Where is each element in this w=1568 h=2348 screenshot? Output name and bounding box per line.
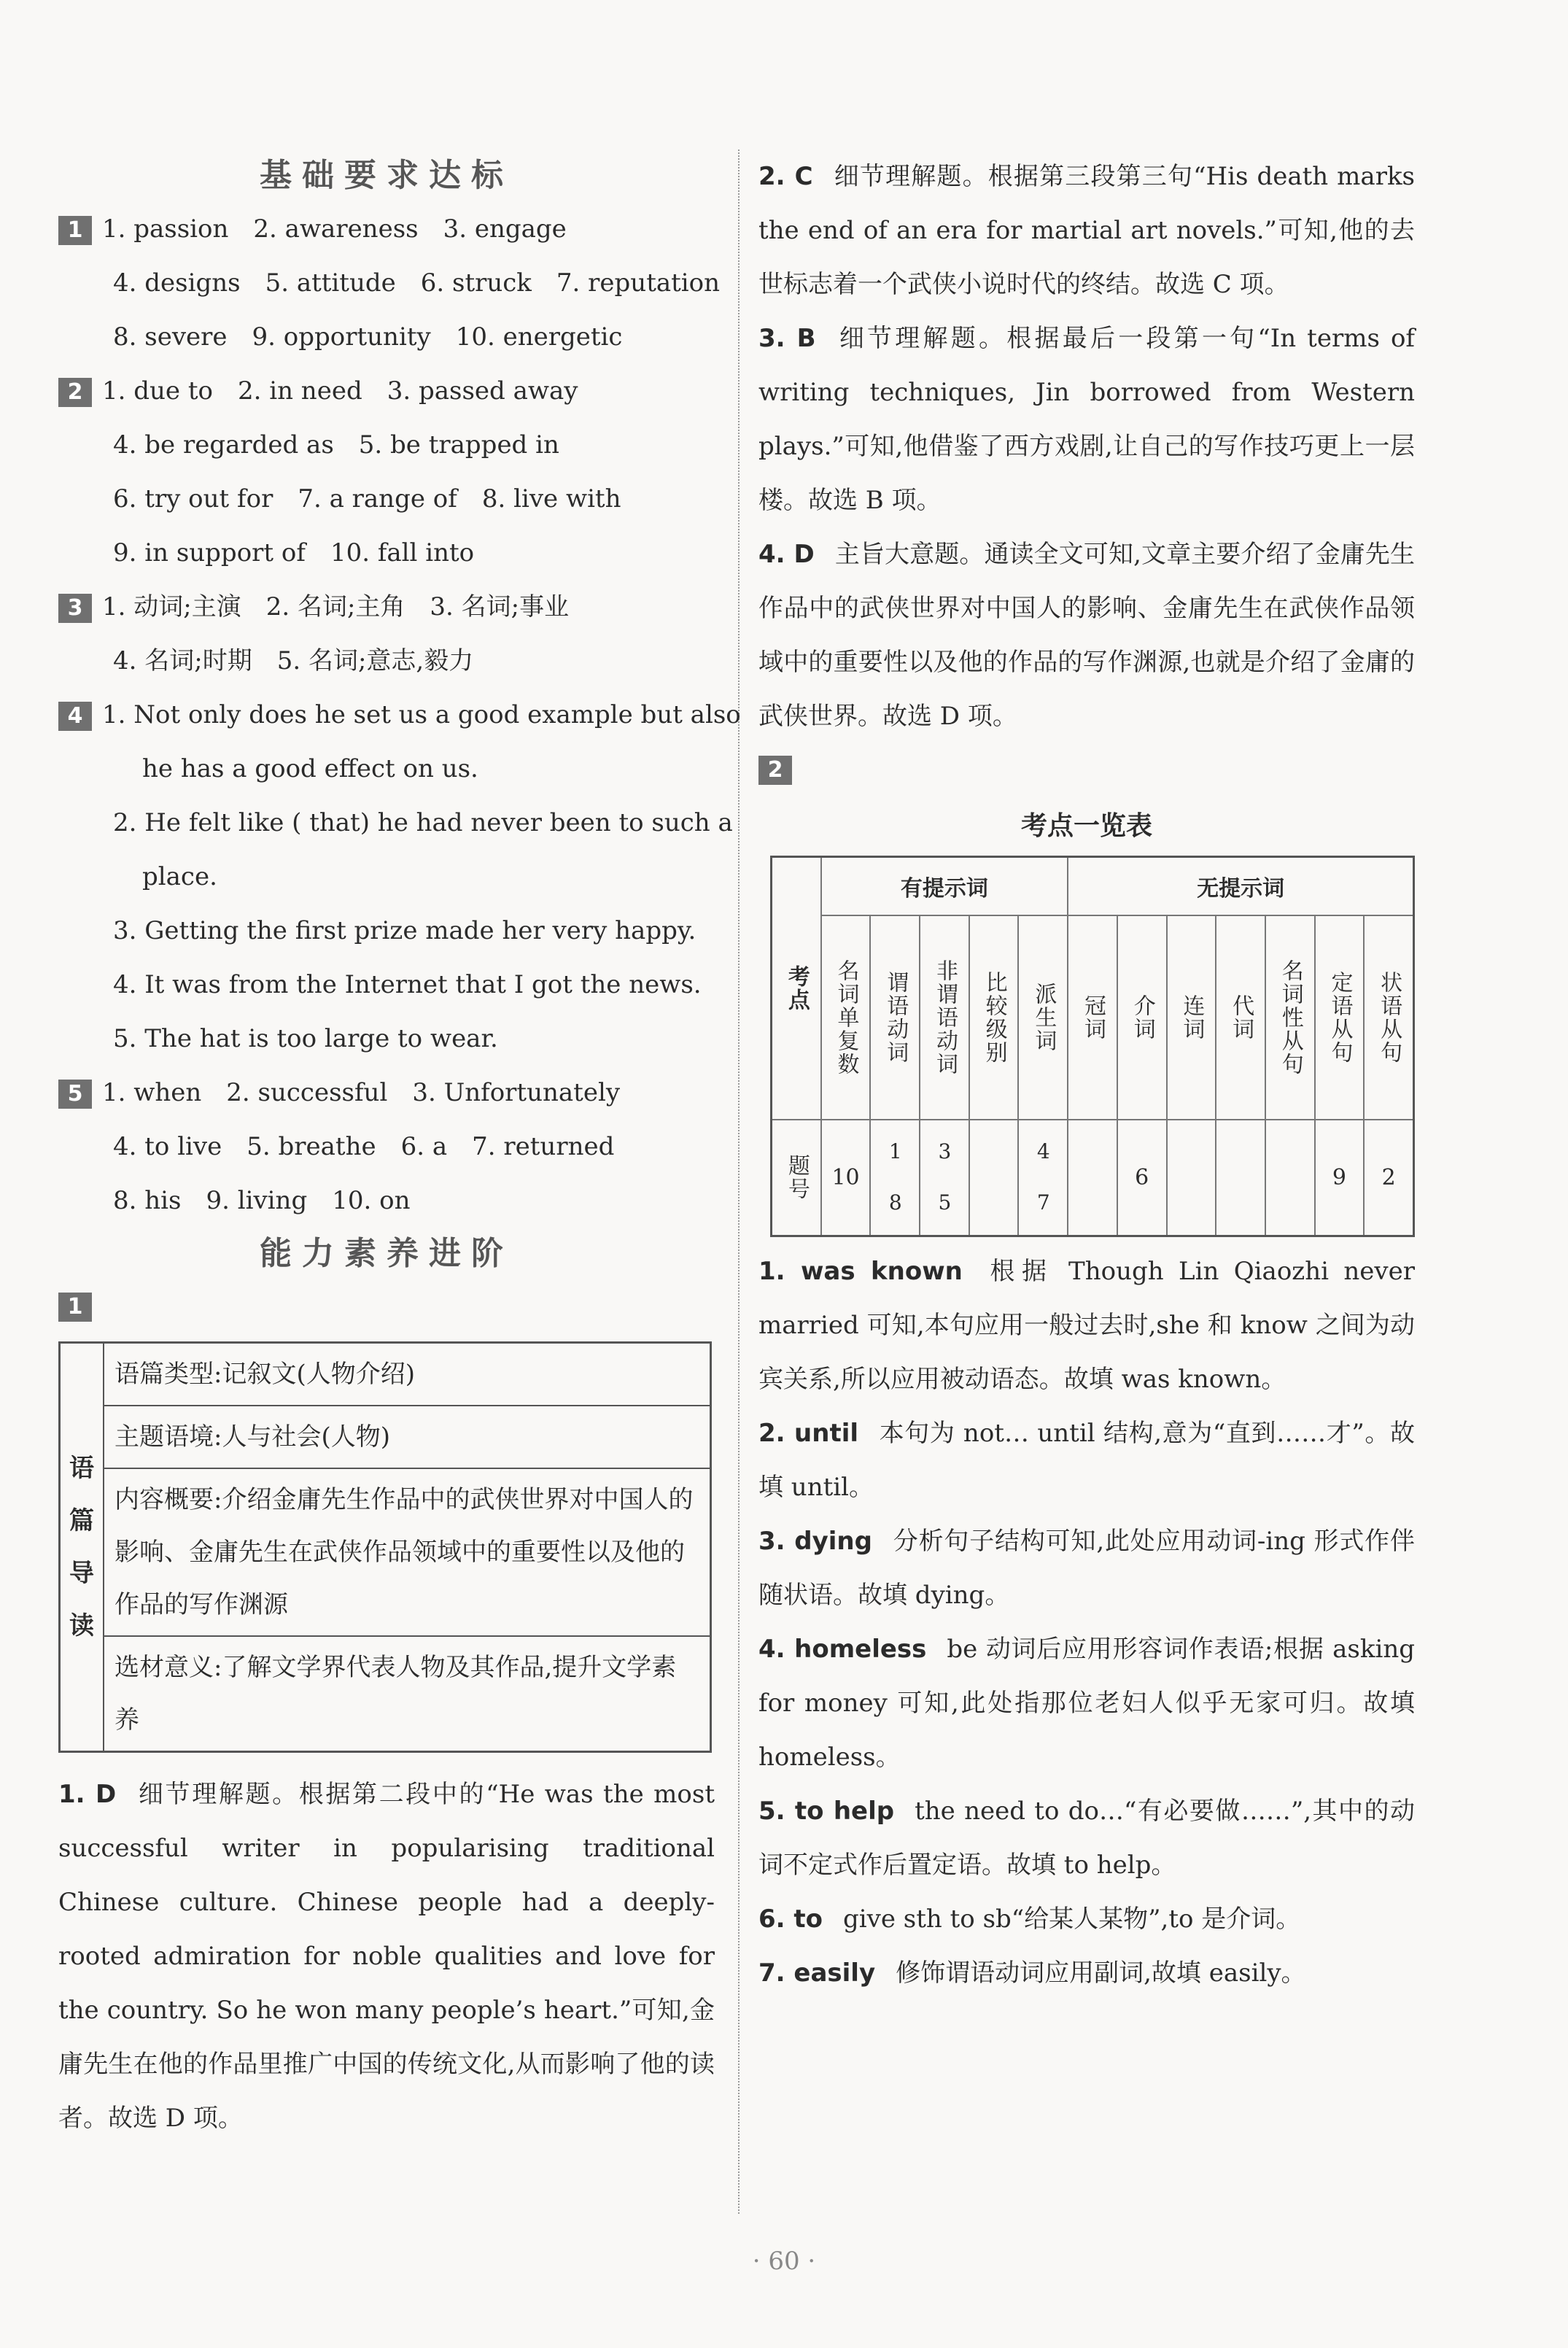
- answer-item: 2. successful: [226, 1078, 388, 1107]
- answer-explanation-3: [758, 311, 1415, 527]
- col-header-text: 派生词: [1031, 982, 1057, 1053]
- column-divider: [738, 150, 740, 2214]
- answer-item: 7. returned: [472, 1132, 615, 1161]
- guide-row-type: 语篇类型:记叙文(人物介绍): [104, 1344, 710, 1406]
- explanation-text: 细节理解题。根据最后一段第一句“In terms of writing techniques, Jin borrowed from Western plays.”可知,他借鉴了西方戏剧,让自己的写作技巧更上一层楼。故选 B 项。: [758, 324, 1416, 515]
- col-header: [1216, 915, 1265, 1120]
- answer-number: 2. C: [758, 162, 813, 191]
- answer-item: 2. in need: [237, 376, 362, 406]
- answer-item: 10. on: [332, 1186, 411, 1215]
- section-title-advanced: 能力素养进阶: [260, 1235, 513, 1272]
- answer-item: 7. reputation: [556, 268, 721, 298]
- answer-item: 8. live with: [481, 484, 621, 514]
- explanation-text: be 动词后应用形容词作表语;根据 asking for money 可知,此处指那位老妇人似乎无家可归。故填 homeless。: [758, 1635, 1415, 1772]
- answer-number: 4. D: [758, 540, 815, 569]
- answer-item: 3. engage: [443, 214, 567, 244]
- answer-item: he has a good effect on us.: [142, 754, 478, 783]
- fill-answer-2: [758, 1406, 1415, 1514]
- col-header-text: 冠词: [1080, 993, 1106, 1041]
- answer-item: 3. 名词;事业: [430, 592, 570, 621]
- answer-number: 5. to help: [758, 1797, 895, 1826]
- table-cell: [821, 1120, 871, 1236]
- fill-answer-1: [758, 1244, 1415, 1406]
- answer-number: 2. until: [758, 1419, 859, 1448]
- left-column: [58, 150, 741, 2145]
- exercise-badge: 4: [58, 702, 92, 731]
- answer-item: 4. to live: [113, 1132, 222, 1161]
- answer-item: 3. Getting the first prize made her very happy.: [113, 916, 696, 945]
- table-title: 考点一览表: [1020, 811, 1152, 841]
- explanation-text: 根据 Though Lin Qiaozhi never married 可知,本句应用一般过去时,she 和 know 之间为动宾关系,所以应用被动语态。故填 was known。: [758, 1257, 1415, 1394]
- answer-item: 2. 名词;主角: [265, 592, 405, 621]
- answer-explanation-4: [758, 527, 1415, 743]
- answer-item: place.: [142, 862, 217, 891]
- exercise-2: [58, 364, 715, 580]
- exercise-badge: 2: [58, 378, 92, 407]
- answer-number: 3. B: [758, 324, 816, 353]
- guide-row-context: 主题语境:人与社会(人物): [104, 1406, 710, 1469]
- answer-item: 2. awareness: [253, 214, 419, 244]
- table-cell: [1018, 1120, 1068, 1236]
- answer-item: 9. living: [206, 1186, 308, 1215]
- fill-answer-3: [758, 1514, 1415, 1622]
- answer-explanation-2: [758, 150, 1415, 311]
- col-header-text: 状语从句: [1376, 970, 1402, 1064]
- explanation-text: 分析句子结构可知,此处应用动词-ing 形式作伴随状语。故填 dying。: [758, 1527, 1416, 1610]
- guide-label-char: 读: [69, 1611, 94, 1640]
- answer-item: 4. 名词;时期: [113, 646, 252, 675]
- table-corner: [772, 857, 821, 1120]
- col-header: [969, 915, 1019, 1120]
- table-cell: [1068, 1120, 1117, 1236]
- explanation-text: 主旨大意题。通读全文可知,文章主要介绍了金庸先生作品中的武侠世界对中国人的影响、金庸先生在武侠作品领域中的重要性以及他的作品的写作渊源,也就是介绍了金庸的武侠世界。故选 D 项。: [758, 540, 1416, 731]
- guide-row-summary: 内容概要:介绍金庸先生作品中的武侠世界对中国人的影响、金庸先生在武侠作品领域中的重要性以及他的作品的写作渊源: [104, 1469, 710, 1637]
- answer-item: 5. 名词;意志,毅力: [276, 646, 474, 675]
- right-column: [758, 150, 1415, 2000]
- answer-item: 6. try out for: [113, 484, 273, 514]
- col-header: [821, 915, 871, 1120]
- cell-value: 4 7: [1031, 1139, 1056, 1216]
- answer-number: 1. was known: [758, 1257, 963, 1286]
- group-without-hint: 无提示词: [1068, 857, 1413, 915]
- cell-value: 3 5: [932, 1139, 957, 1216]
- table-cell: [969, 1120, 1019, 1236]
- explanation-text: the need to do…“有必要做……”,其中的动词不定式作后置定语。故填 to help。: [758, 1797, 1415, 1880]
- fill-answer-5: [758, 1784, 1415, 1892]
- col-header: [1167, 915, 1216, 1120]
- table-cell: [1216, 1120, 1265, 1236]
- col-header: [920, 915, 969, 1120]
- answer-item: 5. be trapped in: [358, 430, 559, 460]
- exercise-4: [58, 688, 741, 1066]
- answer-item: 5. The hat is too large to wear.: [113, 1024, 498, 1053]
- col-header-text: 连词: [1179, 993, 1205, 1041]
- col-header-text: 定语从句: [1327, 970, 1353, 1064]
- answer-number: 4. homeless: [758, 1635, 927, 1664]
- answer-item: 4. It was from the Internet that I got the news.: [113, 970, 702, 999]
- col-header: [1364, 915, 1413, 1120]
- exercise-3: [58, 580, 715, 688]
- col-header-text: 谓语动词: [882, 970, 909, 1064]
- answer-item: 1. due to: [102, 376, 213, 406]
- answer-item: 6. a: [400, 1132, 448, 1161]
- col-header-text: 名词单复数: [833, 958, 859, 1076]
- answer-item: 1. Not only does he set us a good example but also: [102, 700, 741, 729]
- test-points-table: [770, 856, 1415, 1237]
- answer-number: 3. dying: [758, 1527, 872, 1556]
- exercise-badge: 1: [58, 216, 92, 245]
- answer-item: 2. He felt like ( that) he had never been to such a: [113, 808, 733, 837]
- answer-number: 1. D: [58, 1780, 117, 1809]
- guide-label-char: 导: [69, 1559, 94, 1588]
- fill-answer-6: [758, 1892, 1415, 1946]
- col-header-text: 名词性从句: [1277, 958, 1303, 1076]
- exercise-5: [58, 1066, 715, 1228]
- table-cell: [920, 1120, 969, 1236]
- col-header: [1018, 915, 1068, 1120]
- answer-item: 4. be regarded as: [113, 430, 334, 460]
- section-title-basic: 基础要求达标: [260, 157, 513, 194]
- exercise-badge: 3: [58, 594, 92, 623]
- answer-number: 6. to: [758, 1905, 823, 1934]
- answer-item: 10. fall into: [330, 538, 475, 567]
- row-label-text: 题号: [783, 1154, 810, 1201]
- exercise-badge: 2: [758, 756, 792, 785]
- answer-item: 9. opportunity: [252, 322, 431, 352]
- exercise-badge: 1: [58, 1293, 92, 1322]
- explanation-text: 细节理解题。根据第三段第三句“His death marks the end of an era for martial art novels.”可知,他的去世标志着一个武侠小说时代的终结。故选 C 项。: [758, 162, 1415, 299]
- answer-item: 3. Unfortunately: [412, 1078, 621, 1107]
- answer-item: 10. energetic: [455, 322, 623, 352]
- answer-item: 7. a range of: [298, 484, 457, 514]
- cell-value: 9: [1332, 1164, 1346, 1190]
- explanation-text: give sth to sb“给某人某物”,to 是介词。: [843, 1905, 1301, 1934]
- answer-item: 1. when: [102, 1078, 202, 1107]
- col-header: [870, 915, 920, 1120]
- table-cell: [1117, 1120, 1167, 1236]
- exercise-1: [58, 202, 721, 364]
- table-cell: [1364, 1120, 1413, 1236]
- cell-value: 6: [1135, 1164, 1149, 1190]
- col-header-text: 介词: [1129, 993, 1155, 1041]
- corner-label: 考点: [783, 964, 810, 1012]
- reading-guide-label: [61, 1344, 104, 1751]
- answer-number: 7. easily: [758, 1958, 876, 1988]
- explanation-text: 修饰谓语动词应用副词,故填 easily。: [896, 1958, 1306, 1988]
- exercise-badge: 5: [58, 1080, 92, 1109]
- answer-item: 9. in support of: [113, 538, 306, 567]
- table-cell: [1167, 1120, 1216, 1236]
- answer-item: 6. struck: [420, 268, 532, 298]
- answer-item: 4. designs: [113, 268, 241, 298]
- col-header: [1117, 915, 1167, 1120]
- guide-label-char: 篇: [69, 1506, 94, 1535]
- fill-answer-4: [758, 1622, 1415, 1784]
- reading-guide-box: [58, 1341, 712, 1753]
- row-label: [772, 1120, 821, 1236]
- group-with-hint: 有提示词: [821, 857, 1068, 915]
- guide-label-char: 语: [69, 1454, 94, 1483]
- table-cell: [1265, 1120, 1315, 1236]
- col-header: [1315, 915, 1365, 1120]
- cell-value: 1 8: [883, 1139, 908, 1216]
- answer-item: 3. passed away: [387, 376, 578, 406]
- answer-item: 8. his: [113, 1186, 182, 1215]
- col-header-text: 比较级别: [981, 970, 1007, 1064]
- cell-value: 2: [1381, 1164, 1396, 1190]
- table-cell: [1315, 1120, 1365, 1236]
- col-header-text: 代词: [1228, 993, 1254, 1041]
- explanation-text: 细节理解题。根据第二段中的“He was the most successful writer in popularising traditional Chinese culture. Chinese people had a deeply-rooted admiration for noble qualities and love for the country. So he won many people’s heart.”可知,金庸先生在他的作品里推广中国的传统文化,从而影响了他的读者。故选 D 项。: [58, 1780, 715, 2133]
- cell-value: 10: [831, 1164, 860, 1190]
- answer-item: 5. breathe: [247, 1132, 376, 1161]
- answer-item: 8. severe: [113, 322, 228, 352]
- answer-item: 1. passion: [102, 214, 229, 244]
- guide-row-significance: 选材意义:了解文学界代表人物及其作品,提升文学素养: [115, 1653, 677, 1735]
- answer-item: 5. attitude: [265, 268, 396, 298]
- col-header: [1265, 915, 1315, 1120]
- fill-answer-7: [758, 1946, 1415, 2000]
- col-header: [1068, 915, 1117, 1120]
- col-header-text: 非谓语动词: [931, 958, 958, 1076]
- answer-item: 1. 动词;主演: [102, 592, 241, 621]
- answer-explanation-1: [58, 1767, 715, 2145]
- explanation-text: 本句为 not… until 结构,意为“直到……才”。故填 until。: [758, 1419, 1416, 1502]
- table-cell: [870, 1120, 920, 1236]
- page-number: · 60 ·: [752, 2247, 816, 2276]
